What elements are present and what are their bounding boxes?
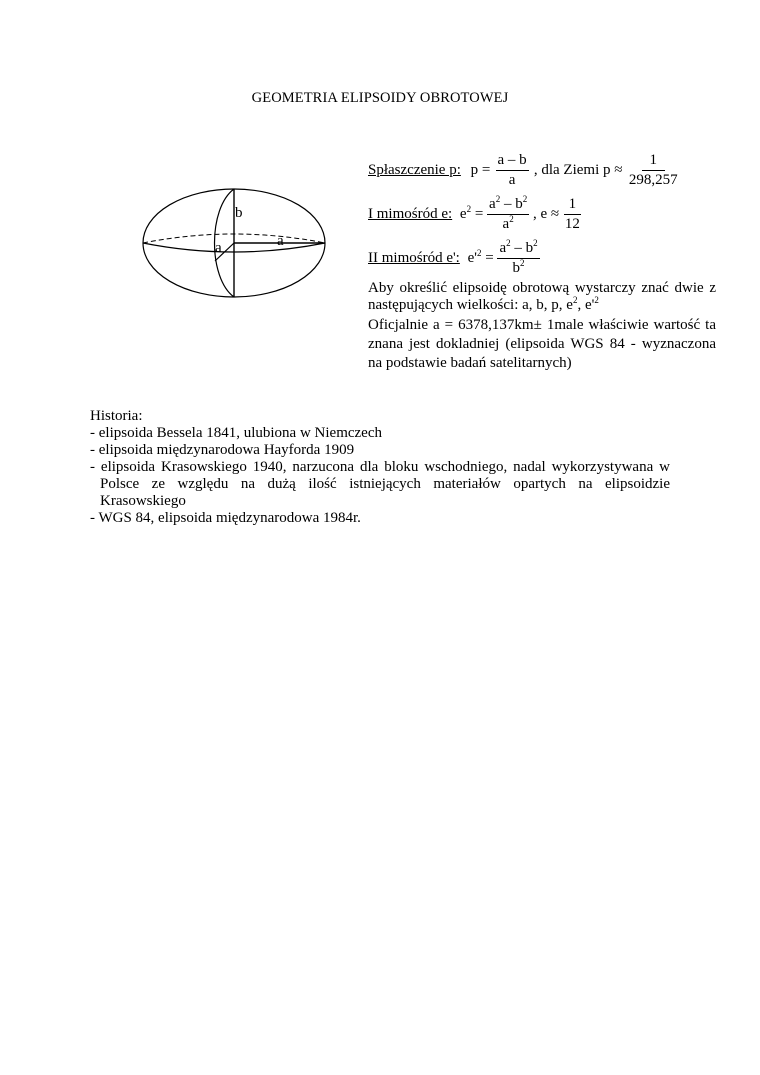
label-a-horizontal: a [277, 233, 284, 249]
ecc2-numerator: $a^2 - b^2$ [497, 240, 539, 259]
second-eccentricity-formula [368, 240, 540, 278]
history-item: - elipsoida Bessela 1841, ulubiona w Niemczech [90, 425, 383, 441]
official-value-paragraph: Oficjalnie a = 6378,137km± 1male właściwie wartość ta znana jest dokladniej (elipsoida WGS 84 - wyznaczona na podstawie badań satelitarnych) [368, 317, 716, 371]
ecc2-fraction [497, 240, 539, 278]
ecc2-var: $e'^2$ = [467, 248, 494, 267]
flattening-earth-fraction [626, 152, 680, 190]
ecc1-fraction [487, 196, 529, 234]
history-item: - elipsoida Krasowskiego 1940, narzucona dla bloku wschodniego, nadal wykorzystywana w Polsce ze względu na dużą ilość istniejących materiałów opartych na elipsoidzie Krasowskiego [90, 459, 670, 509]
label-a-vertical: a [215, 240, 222, 256]
flattening-fraction [494, 152, 530, 190]
ecc1-label: I mimośród e: [368, 206, 453, 223]
history-item: - elipsoida międzynarodowa Hayforda 1909 [90, 442, 355, 458]
flattening-label: Spłaszczenie p: [368, 162, 461, 179]
ecc1-numerator: $a^2 - b^2$ [487, 196, 529, 215]
flattening-var: p = [470, 162, 491, 179]
ellipsoid-diagram [138, 188, 334, 304]
history-heading: Historia: [90, 408, 143, 424]
ellipsoid-definition-paragraph: Aby określić elipsoidę obrotową wystarczy znać dwie z następujących wielkości: a, b, p, $e^2$, $e'^2$ [368, 280, 716, 313]
history-item: - WGS 84, elipsoida międzynarodowa 1984r. [90, 510, 361, 526]
ecc1-approx-numerator: 1 [564, 196, 582, 215]
ecc1-approx-denominator: 12 [564, 216, 580, 233]
flattening-earth-numerator: 1 [642, 152, 666, 171]
flattening-earth-text: , dla Ziemi p ≈ [533, 162, 623, 179]
ecc2-label: II mimośród e': [368, 250, 460, 267]
ecc1-var: $e^2$ = [459, 204, 484, 223]
flattening-numerator: a – b [496, 152, 529, 171]
ecc1-denominator: $a^2$ [502, 214, 514, 233]
flattening-denominator: a [508, 172, 516, 189]
flattening-formula [368, 152, 680, 190]
ecc2-denominator: $b^2$ [512, 258, 525, 277]
label-b: b [235, 205, 243, 221]
ecc1-approx-fraction [563, 196, 582, 234]
page-title: GEOMETRIA ELIPSOIDY OBROTOWEJ [251, 90, 509, 106]
history-section [90, 408, 670, 527]
ecc1-approx-text: , e ≈ [532, 206, 560, 223]
first-eccentricity-formula [368, 196, 582, 234]
flattening-earth-denominator: 298,257 [628, 172, 678, 189]
